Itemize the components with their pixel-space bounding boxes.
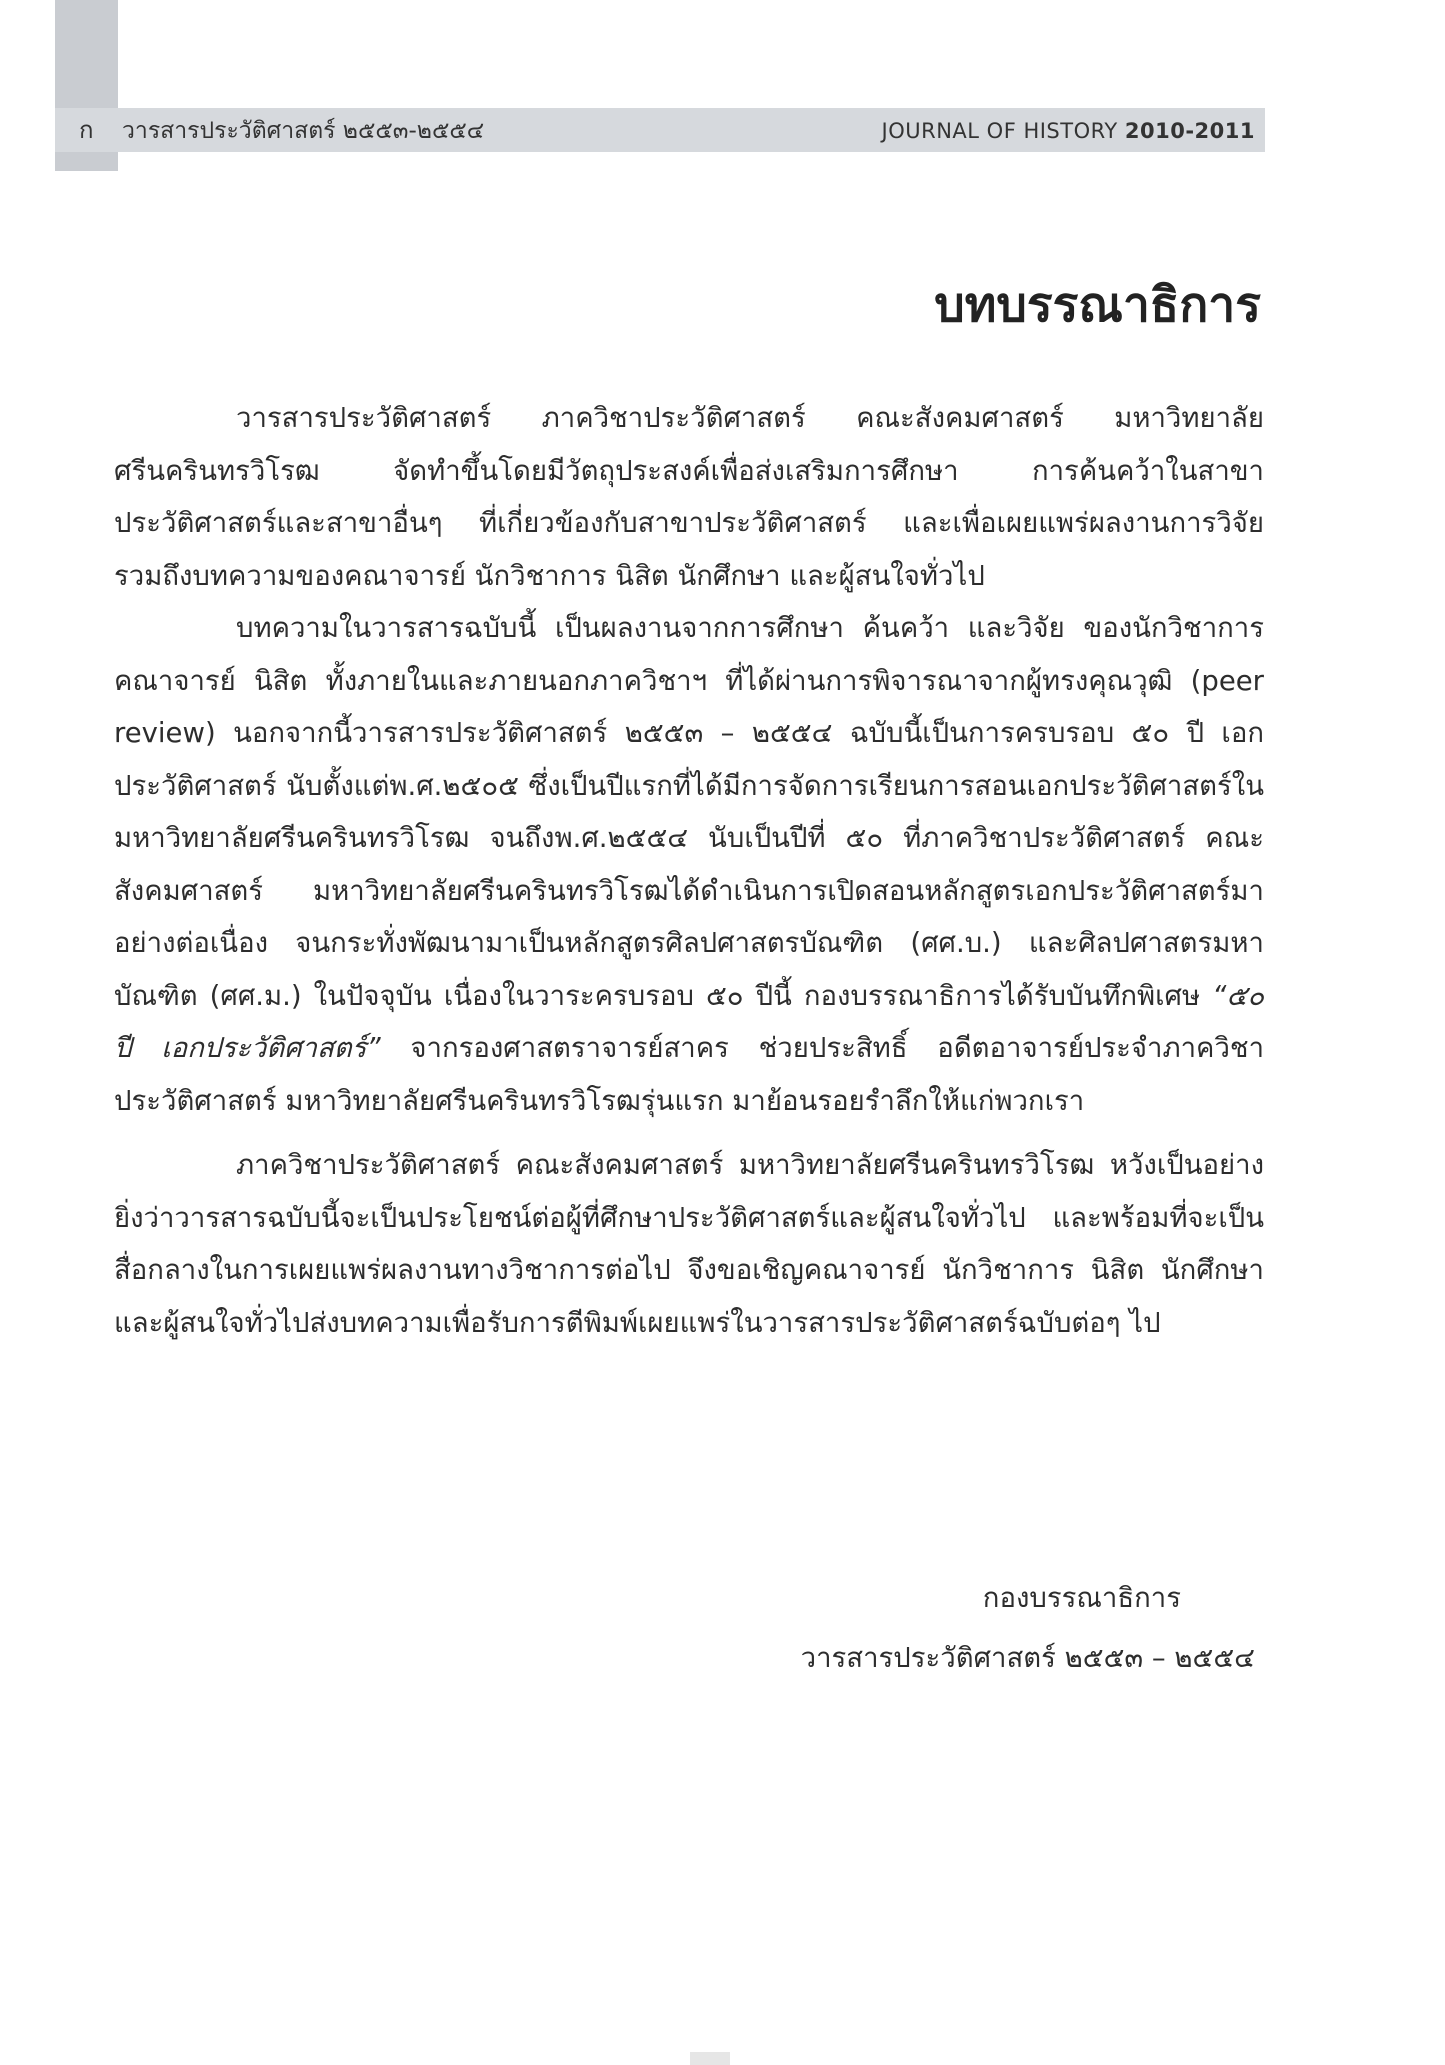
paragraph-anniversary-text: บทความในวารสารฉบับนี้ เป็นผลงานจากการศึกษา ค้นคว้า และวิจัย ของนักวิชาการ คณาจารย์ นิสิต ทั้งภายในและภายนอกภาควิชาฯ ที่ได้ผ่านการพิจารณาจากผู้ทรงคุณวุฒิ (peer review) นอกจากนี้วารสารประวัติศาสตร์ ๒๕๕๓ – ๒๕๕๔ ฉบับนี้เป็นการครบรอบ ๕๐ ปี เอกประวัติศาสตร์ นับตั้งแต่พ.ศ.๒๕๐๕ ซึ่งเป็นปีแรกที่ได้มีการจัดการเรียนการสอนเอกประวัติศาสตร์ในมหาวิทยาลัยศรีนครินทรวิโรฒ จนถึงพ.ศ.๒๕๕๔ นับเป็นปีที่ ๕๐ ที่ภาควิชาประวัติศาสตร์ คณะสังคมศาสตร์ มหาวิทยาลัยศรีนครินทรวิโรฒได้ดำเนินการเปิดสอนหลักสูตรเอกประวัติศาสตร์มาอย่างต่อเนื่อง จนกระทั่งพัฒนามาเป็นหลักสูตรศิลปศาสตรบัณฑิต (ศศ.บ.) และศิลปศาสตรมหาบัณฑิต (ศศ.ม.) ในปัจจุบัน เนื่องในวาระครบรอบ ๕๐ ปีนี้ กองบรรณาธิการได้รับบันทึกพิเศษ [114,612,1264,1012]
special-note-title: “๕๐ ปี เอกประวัติศาสตร์” [114,979,1264,1064]
journal-title-english-prefix: JOURNAL OF HISTORY [881,119,1125,143]
editorial-board-label: กองบรรณาธิการ [982,1582,1181,1614]
page-number: ก [79,116,94,144]
paragraph-anniversary [114,602,1264,1127]
page-title: บทบรรณาธิการ [934,277,1261,333]
journal-title-english [882,114,1255,148]
paragraph-intro: วารสารประวัติศาสตร์ ภาควิชาประวัติศาสตร์ คณะสังคมศาสตร์ มหาวิทยาลัยศรีนครินทรวิโรฒ จัดทำขึ้นโดยมีวัตถุประสงค์เพื่อส่งเสริมการศึกษา การค้นคว้าในสาขาประวัติศาสตร์และสาขาอื่นๆ ที่เกี่ยวข้องกับสาขาประวัติศาสตร์ และเพื่อเผยแพร่ผลงานการวิจัย รวมถึงบทความของคณาจารย์ นักวิชาการ นิสิต นักศึกษา และผู้สนใจทั่วไป [114,402,1264,592]
editorial-body [114,392,1264,1349]
journal-years: 2010-2011 [1124,119,1255,143]
journal-issue-label: วารสารประวัติศาสตร์ ๒๕๕๓ – ๒๕๕๔ [800,1642,1255,1674]
paragraph-anniversary-end: จากรองศาสตราจารย์สาคร ช่วยประสิทธิ์ อดีตอาจารย์ประจำภาควิชาประวัติศาสตร์ มหาวิทยาลัยศรีนครินทรวิโรฒรุ่นแรก มาย้อนรอยรำลึกให้แก่พวกเรา [114,1032,1265,1117]
journal-title-thai: วารสารประวัติศาสตร์ ๒๕๕๓-๒๕๕๔ [122,118,485,144]
signature-block [801,1568,1255,1688]
paragraph-invitation: ภาควิชาประวัติศาสตร์ คณะสังคมศาสตร์ มหาวิทยาลัยศรีนครินทรวิโรฒ หวังเป็นอย่างยิ่งว่าวารสารฉบับนี้จะเป็นประโยชน์ต่อผู้ที่ศึกษาประวัติศาสตร์และผู้สนใจทั่วไป และพร้อมที่จะเป็นสื่อกลางในการเผยแพร่ผลงานทางวิชาการต่อไป จึงขอเชิญคณาจารย์ นักวิชาการ นิสิต นักศึกษา และผู้สนใจทั่วไปส่งบทความเพื่อรับการตีพิมพ์เผยแพร่ในวารสารประวัติศาสตร์ฉบับต่อๆ ไป [114,1149,1264,1339]
page-edge-mark [690,2052,730,2065]
